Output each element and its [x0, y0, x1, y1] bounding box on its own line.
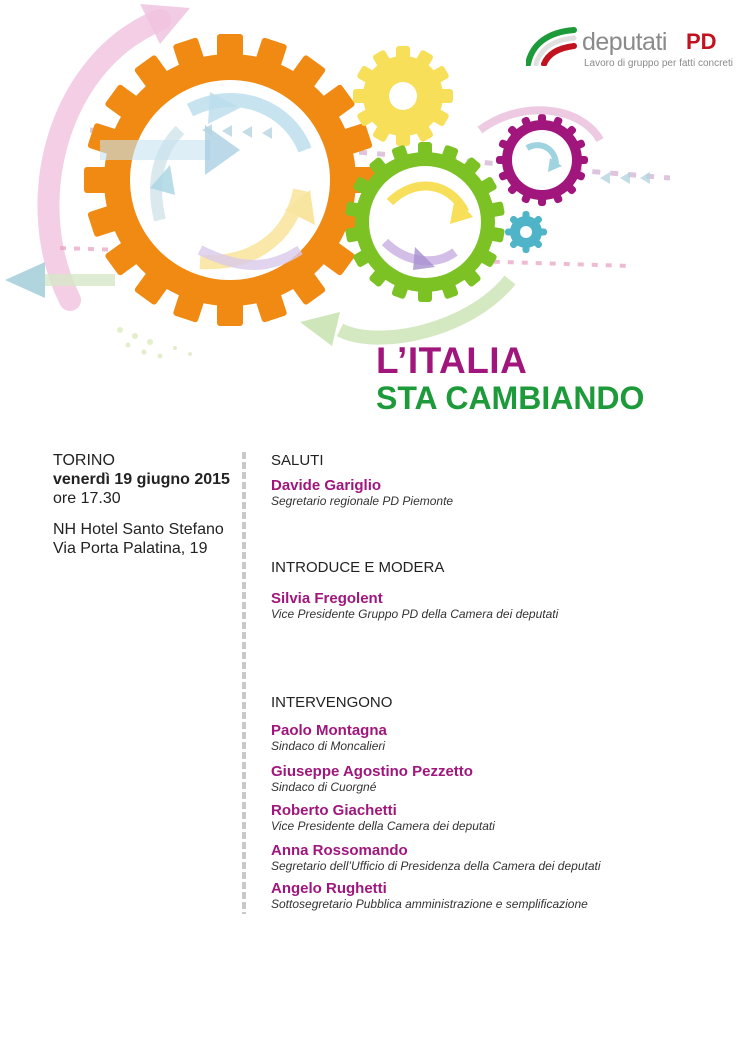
magenta-gear	[496, 114, 588, 206]
speaker-entry	[271, 880, 588, 912]
speaker-role: Vice Presidente Gruppo PD della Camera dei deputati	[271, 607, 559, 621]
speaker-entry	[271, 842, 601, 874]
event-venue: NH Hotel Santo Stefano	[53, 521, 224, 538]
speaker-name: Angelo Rughetti	[271, 880, 387, 897]
speaker-name: Anna Rossomando	[271, 842, 408, 859]
speaker-role: Vice Presidente della Camera dei deputati	[271, 819, 495, 833]
speaker-entry	[271, 722, 387, 754]
speaker-entry	[271, 763, 473, 795]
dotted-divider	[242, 452, 246, 914]
teal-gear	[505, 211, 547, 253]
event-date: venerdì 19 giugno 2015	[53, 471, 230, 488]
title-line-2: STA CAMBIANDO	[376, 380, 645, 416]
speaker-name: Silvia Fregolent	[271, 590, 383, 607]
event-info	[53, 451, 230, 558]
halftone-dots	[117, 327, 192, 359]
event-city: TORINO	[53, 452, 115, 469]
lime-gear	[345, 142, 505, 302]
event-time: ore 17.30	[53, 490, 121, 507]
logo-pd-mark: PD	[686, 29, 717, 54]
tricolor-swoosh-icon	[526, 26, 578, 66]
title-line-1: L’ITALIA	[376, 340, 528, 381]
yellow-gear	[353, 46, 453, 146]
speaker-name: Davide Gariglio	[271, 477, 382, 494]
section-label-intervengono: INTERVENGONO	[271, 694, 393, 711]
section-label-introduce: INTRODUCE E MODERA	[271, 559, 445, 576]
speaker-entry	[271, 802, 495, 834]
teal-arrow-left	[5, 262, 45, 298]
speaker-role: Sottosegretario Pubblica amministrazione e semplificazione	[271, 897, 588, 911]
orange-gear	[84, 34, 376, 326]
section-label-saluti: SALUTI	[271, 452, 324, 469]
logo-tagline: Lavoro di gruppo per fatti concreti	[584, 58, 733, 69]
speaker-role: Sindaco di Moncalieri	[271, 739, 386, 753]
speaker-name: Giuseppe Agostino Pezzetto	[271, 763, 473, 780]
speaker-name: Paolo Montagna	[271, 722, 387, 739]
event-address: Via Porta Palatina, 19	[53, 540, 208, 557]
speaker-role: Sindaco di Cuorgné	[271, 780, 377, 794]
logo-word: deputati	[582, 28, 667, 56]
speaker-entry	[271, 590, 558, 622]
speaker-name: Roberto Giachetti	[271, 802, 397, 819]
speaker-role: Segretario dell’Ufficio di Presidenza della Camera dei deputati	[271, 859, 601, 873]
speaker-role: Segretario regionale PD Piemonte	[271, 494, 454, 508]
speaker-entry	[271, 477, 453, 509]
deputati-pd-logo	[526, 26, 733, 72]
